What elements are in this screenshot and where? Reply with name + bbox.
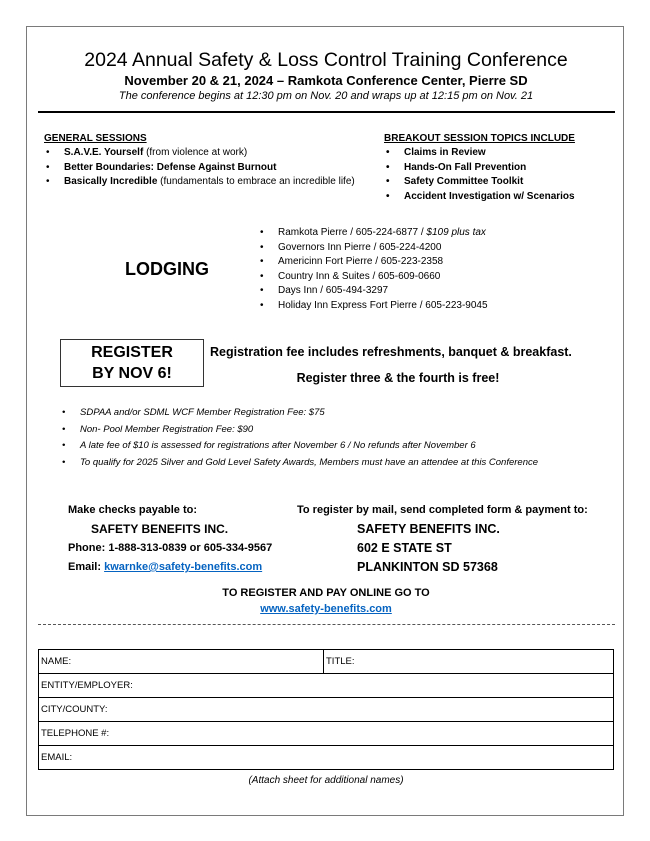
- list-item: • Holiday Inn Express Fort Pierre / 605-223-9045: [258, 299, 488, 314]
- list-item: • Days Inn / 605-494-3297: [258, 284, 488, 299]
- website-link[interactable]: www.safety-benefits.com: [260, 603, 392, 615]
- register-deadline-box: REGISTER BY NOV 6!: [60, 339, 204, 387]
- payee-name: SAFETY BENEFITS INC.: [91, 522, 229, 536]
- title-field[interactable]: TITLE:: [324, 650, 614, 674]
- fee-list: [60, 405, 538, 471]
- registration-includes: Registration fee includes refreshments, banquet & breakfast.: [210, 345, 572, 359]
- email-field[interactable]: EMAIL:: [39, 746, 614, 770]
- list-item: • Safety Committee Toolkit: [384, 175, 575, 190]
- list-item: • Non- Pool Member Registration Fee: $90: [60, 422, 538, 439]
- city-county-field[interactable]: CITY/COUNTY:: [39, 698, 614, 722]
- mail-city: PLANKINTON SD 57368: [357, 560, 498, 574]
- cut-line: [38, 624, 615, 625]
- mail-name: SAFETY BENEFITS INC.: [357, 522, 500, 536]
- list-item: • Accident Investigation w/ Scenarios: [384, 190, 575, 205]
- list-item: • Better Boundaries: Defense Against Burnout: [44, 161, 355, 176]
- email-link[interactable]: kwarnke@safety-benefits.com: [104, 561, 263, 573]
- email-line: Email: kwarnke@safety-benefits.com: [68, 561, 263, 573]
- online-label: TO REGISTER AND PAY ONLINE GO TO: [222, 587, 430, 599]
- checks-label: Make checks payable to:: [68, 504, 198, 516]
- breakout-sessions-heading: BREAKOUT SESSION TOPICS INCLUDE: [384, 133, 575, 144]
- list-item: • SDPAA and/or SDML WCF Member Registration Fee: $75: [60, 405, 538, 422]
- telephone-field[interactable]: TELEPHONE #:: [39, 722, 614, 746]
- list-item: • Claims in Review: [384, 146, 575, 161]
- list-item: • Country Inn & Suites / 605-609-0660: [258, 270, 488, 285]
- name-field[interactable]: NAME:: [39, 650, 324, 674]
- list-item: • Governors Inn Pierre / 605-224-4200: [258, 241, 488, 256]
- mail-street: 602 E STATE ST: [357, 541, 452, 555]
- lodging-heading: LODGING: [125, 259, 209, 279]
- registration-promo: Register three & the fourth is free!: [296, 371, 500, 385]
- conference-times: The conference begins at 12:30 pm on Nov. 20 and wraps up at 12:15 pm on Nov. 21: [118, 90, 534, 102]
- mail-label: To register by mail, send completed form & payment to:: [297, 504, 588, 516]
- list-item: • S.A.V.E. Yourself (from violence at work): [44, 146, 355, 161]
- flyer-page: [26, 26, 624, 816]
- list-item: • A late fee of $10 is assessed for registrations after November 6 / No refunds after November 6: [60, 438, 538, 455]
- conference-dates-location: November 20 & 21, 2024 – Ramkota Conference Center, Pierre SD: [124, 73, 528, 88]
- general-sessions: [44, 133, 355, 190]
- general-sessions-heading: GENERAL SESSIONS: [44, 133, 147, 144]
- mail-info: [297, 501, 588, 577]
- header-divider: [38, 111, 615, 113]
- list-item: • Americinn Fort Pierre / 605-223-2358: [258, 255, 488, 270]
- attach-note: (Attach sheet for additional names): [248, 775, 404, 786]
- payment-info: [68, 501, 272, 577]
- list-item: • Hands-On Fall Prevention: [384, 161, 575, 176]
- list-item: • To qualify for 2025 Silver and Gold Level Safety Awards, Members must have an attendee at this Conference: [60, 455, 538, 472]
- list-item: • Basically Incredible (fundamentals to embrace an incredible life): [44, 175, 355, 190]
- breakout-sessions: [384, 133, 575, 204]
- list-item: • Ramkota Pierre / 605-224-6877 / $109 plus tax: [258, 226, 488, 241]
- online-registration: [27, 585, 625, 617]
- entity-field[interactable]: ENTITY/EMPLOYER:: [39, 674, 614, 698]
- lodging-list: [258, 226, 488, 313]
- conference-title: 2024 Annual Safety & Loss Control Training Conference: [84, 49, 568, 71]
- phone-numbers: Phone: 1-888-313-0839 or 605-334-9567: [68, 542, 273, 554]
- registration-form: [38, 649, 614, 770]
